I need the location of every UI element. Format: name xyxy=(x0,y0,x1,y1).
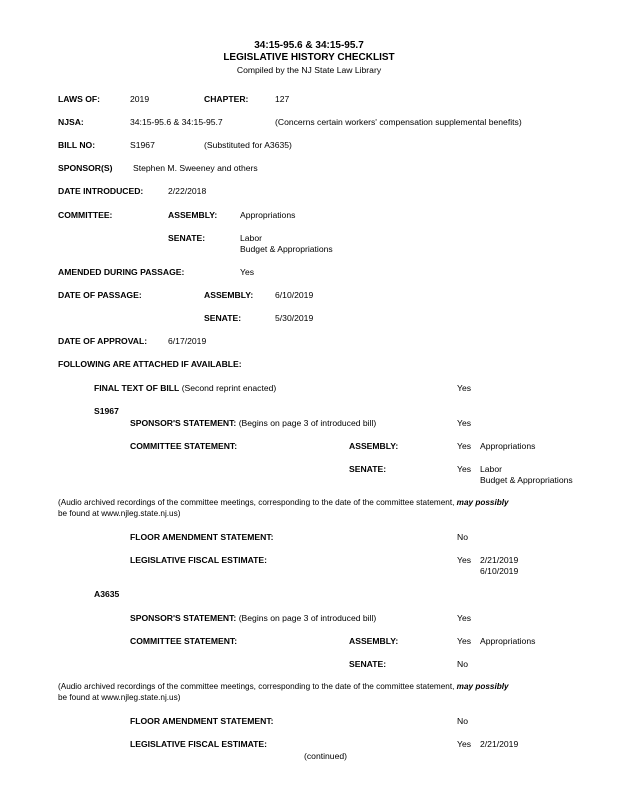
a3635-floor-value: No xyxy=(457,716,468,726)
a3635-sponsor-label: SPONSOR'S STATEMENT: xyxy=(130,613,237,623)
s1967-sponsor-value: Yes xyxy=(457,418,472,428)
date-of-approval-value: 6/17/2019 xyxy=(168,336,207,346)
s1967-senate-label: SENATE: xyxy=(349,464,387,474)
bill-no-value: S1967 xyxy=(130,140,155,150)
a3635-sponsor-row xyxy=(130,613,376,623)
s1967-senate-value: Yes xyxy=(457,464,472,474)
audio-note-2-line1 xyxy=(58,682,509,691)
s1967-floor-value: No xyxy=(457,532,468,542)
s1967-sponsor-label: SPONSOR'S STATEMENT: xyxy=(130,418,237,428)
final-text-label: FINAL TEXT OF BILL xyxy=(94,383,180,393)
s1967-sponsor-row xyxy=(130,418,376,428)
a3635-assembly-label: ASSEMBLY: xyxy=(349,636,399,646)
audio-note-1-text: (Audio archived recordings of the committee meetings, corresponding to the date of the committee statement, xyxy=(58,498,455,507)
s1967-assembly-value: Yes xyxy=(457,441,472,451)
date-of-passage-label: DATE OF PASSAGE: xyxy=(58,290,142,300)
passage-assembly-value: 6/10/2019 xyxy=(275,290,314,300)
s1967-fiscal-date-2: 6/10/2019 xyxy=(480,566,519,576)
a3635-heading: A3635 xyxy=(94,589,120,599)
date-introduced-label: DATE INTRODUCED: xyxy=(58,186,144,196)
amended-label: AMENDED DURING PASSAGE: xyxy=(58,267,185,277)
audio-note-2-line2: be found at www.njleg.state.nj.us) xyxy=(58,693,181,702)
audio-note-1-emph: may possibly xyxy=(456,498,509,507)
committee-senate-value-1: Labor xyxy=(240,233,262,243)
header-code: 34:15-95.6 & 34:15-95.7 xyxy=(254,40,364,51)
date-of-approval-label: DATE OF APPROVAL: xyxy=(58,336,148,346)
page-title: LEGISLATIVE HISTORY CHECKLIST xyxy=(223,52,395,63)
sponsors-label: SPONSOR(S) xyxy=(58,163,113,173)
chapter-label: CHAPTER: xyxy=(204,94,249,104)
passage-senate-label: SENATE: xyxy=(204,313,242,323)
a3635-sponsor-note: (Begins on page 3 of introduced bill) xyxy=(238,613,377,623)
final-text-note: (Second reprint enacted) xyxy=(181,383,277,393)
s1967-fiscal-value: Yes xyxy=(457,555,472,565)
s1967-heading: S1967 xyxy=(94,406,119,416)
a3635-sponsor-value: Yes xyxy=(457,613,472,623)
a3635-assembly-value: Yes xyxy=(457,636,472,646)
following-heading: FOLLOWING ARE ATTACHED IF AVAILABLE: xyxy=(58,359,242,369)
audio-note-2-text: (Audio archived recordings of the committee meetings, corresponding to the date of the committee statement, xyxy=(58,682,455,691)
s1967-sponsor-note: (Begins on page 3 of introduced bill) xyxy=(238,418,377,428)
committee-assembly-label: ASSEMBLY: xyxy=(168,210,218,220)
njsa-label: NJSA: xyxy=(58,117,84,127)
continued-note: (continued) xyxy=(304,751,347,761)
audio-note-2-emph: may possibly xyxy=(456,682,509,691)
compiled-by: Compiled by the NJ State Law Library xyxy=(236,65,382,75)
laws-of-value: 2019 xyxy=(130,94,150,104)
s1967-senate-detail-1: Labor xyxy=(480,464,502,474)
bill-no-note: (Substituted for A3635) xyxy=(204,140,292,150)
final-text-row xyxy=(94,383,276,393)
a3635-committee-label: COMMITTEE STATEMENT: xyxy=(130,636,238,646)
bill-no-label: BILL NO: xyxy=(58,140,96,150)
a3635-assembly-detail: Appropriations xyxy=(480,636,536,646)
s1967-assembly-label: ASSEMBLY: xyxy=(349,441,399,451)
s1967-fiscal-date-1: 2/21/2019 xyxy=(480,555,519,565)
njsa-note: (Concerns certain workers' compensation supplemental benefits) xyxy=(275,117,522,127)
final-text-value: Yes xyxy=(457,383,472,393)
committee-senate-value-2: Budget & Appropriations xyxy=(240,244,333,254)
committee-assembly-value: Appropriations xyxy=(240,210,296,220)
njsa-value: 34:15-95.6 & 34:15-95.7 xyxy=(130,117,223,127)
committee-senate-label: SENATE: xyxy=(168,233,206,243)
a3635-senate-label: SENATE: xyxy=(349,659,387,669)
s1967-senate-detail-2: Budget & Appropriations xyxy=(480,475,573,485)
laws-of-label: LAWS OF: xyxy=(58,94,101,104)
a3635-fiscal-value: Yes xyxy=(457,739,472,749)
committee-label: COMMITTEE: xyxy=(58,210,113,220)
s1967-committee-label: COMMITTEE STATEMENT: xyxy=(130,441,238,451)
sponsors-value: Stephen M. Sweeney and others xyxy=(133,163,258,173)
a3635-senate-value: No xyxy=(457,659,468,669)
s1967-assembly-detail: Appropriations xyxy=(480,441,536,451)
a3635-fiscal-label: LEGISLATIVE FISCAL ESTIMATE: xyxy=(130,739,268,749)
amended-value: Yes xyxy=(240,267,255,277)
audio-note-1-line2: be found at www.njleg.state.nj.us) xyxy=(58,509,181,518)
a3635-fiscal-date-1: 2/21/2019 xyxy=(480,739,519,749)
date-introduced-value: 2/22/2018 xyxy=(168,186,207,196)
audio-note-1-line1 xyxy=(58,498,509,507)
a3635-floor-label: FLOOR AMENDMENT STATEMENT: xyxy=(130,716,274,726)
s1967-fiscal-label: LEGISLATIVE FISCAL ESTIMATE: xyxy=(130,555,268,565)
chapter-value: 127 xyxy=(275,94,290,104)
passage-assembly-label: ASSEMBLY: xyxy=(204,290,254,300)
s1967-floor-label: FLOOR AMENDMENT STATEMENT: xyxy=(130,532,274,542)
passage-senate-value: 5/30/2019 xyxy=(275,313,314,323)
